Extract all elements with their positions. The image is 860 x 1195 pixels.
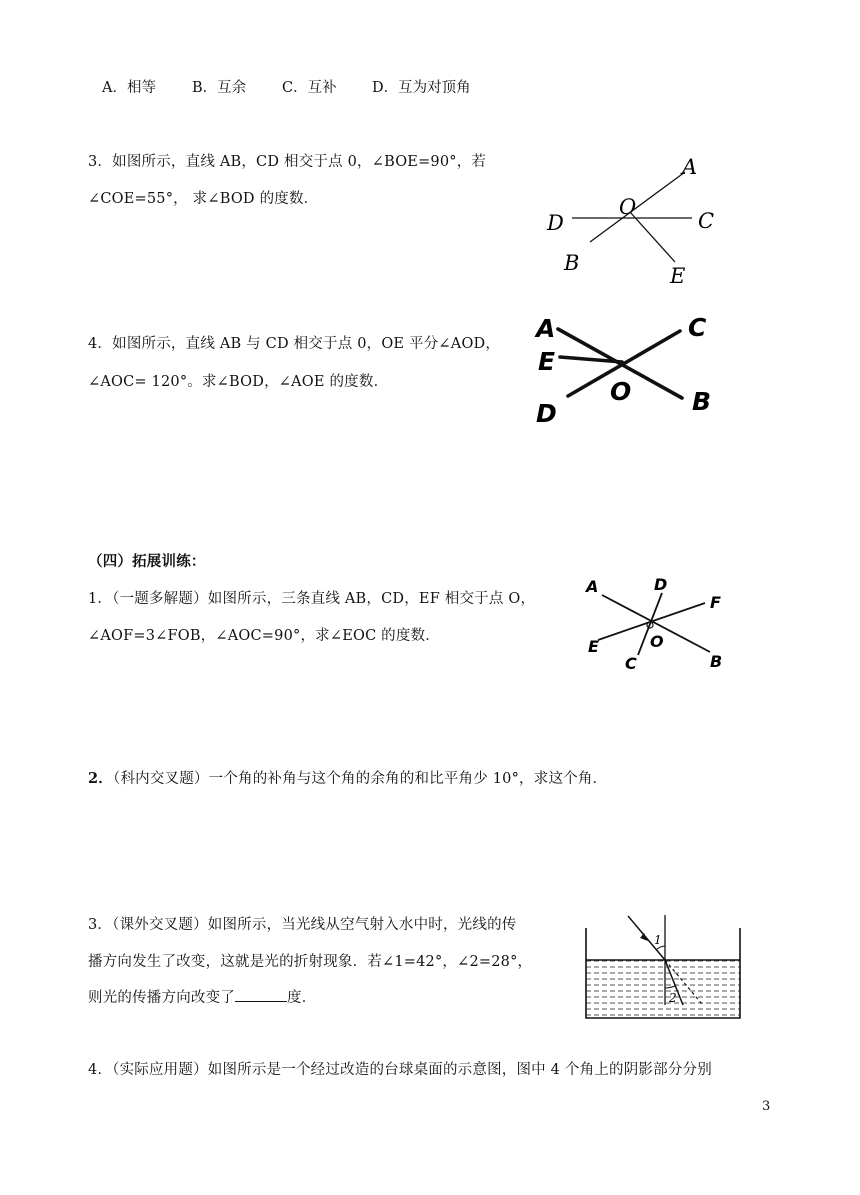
ext1-label-a: A [586, 577, 599, 596]
ext3-text-line3 [88, 986, 316, 1007]
ext3-text-line3-start: 则光的传播方向改变了 [88, 990, 235, 1006]
q4-text-line2: ∠AOC= 120°。求∠BOD，∠AOE 的度数． [88, 374, 389, 390]
q4-label-c: C [688, 313, 707, 342]
q4-label-a: A [536, 314, 556, 343]
q4-text-line1: 4．如图所示，直线 AB 与 CD 相交于点 0，OE 平分∠AOD， [88, 336, 501, 352]
q3-ray-oe [630, 212, 675, 262]
q4-label-d: D [536, 399, 557, 428]
q3-label-e: E [670, 264, 686, 288]
q4-label-o: O [610, 377, 632, 406]
ext2-body: （科内交叉题）一个角的补角与这个角的余角的和比平角少 10°，求这个角． [113, 771, 608, 787]
ext2-number: 2． [88, 770, 113, 787]
q3-text-line2: ∠COE=55°， 求∠BOD 的度数． [88, 191, 319, 207]
ext1-label-d: D [654, 575, 668, 594]
q3-figure [530, 150, 730, 290]
ext1-label-f: F [710, 593, 721, 612]
ext1-label-o: O [650, 632, 664, 651]
q4-figure [530, 310, 730, 430]
q3-label-d: D [547, 211, 564, 235]
option-c: C．互补 [282, 80, 337, 96]
q3-label-a: A [682, 155, 698, 179]
ext1-label-b: B [710, 652, 723, 671]
answer-blank [235, 989, 287, 1002]
angle-1-label: 1 [654, 933, 662, 947]
q3-label-b: B [564, 251, 580, 275]
ext1-text-line1: 1．（一题多解题）如图所示，三条直线 AB，CD，EF 相交于点 O， [88, 591, 536, 607]
ext3-text-line1: 3．（课外交叉题）如图所示，当光线从空气射入水中时，光线的传 [88, 917, 517, 933]
ext2-text [88, 767, 607, 788]
ext1-text-line2: ∠AOF=3∠FOB，∠AOC=90°，求∠EOC 的度数． [88, 628, 440, 644]
ext1-label-e: E [588, 637, 599, 656]
q3-line-ab [590, 172, 685, 242]
q3-label-o: O [619, 195, 637, 219]
ext4-text-line1: 4．（实际应用题）如图所示是一个经过改造的台球桌面的示意图，图中 4 个角上的阴影部分分别 [88, 1062, 712, 1078]
page-number: 3 [762, 1099, 771, 1114]
q4-label-b: B [692, 387, 712, 416]
q4-label-e: E [538, 347, 556, 376]
ext3-figure [578, 910, 748, 1025]
option-a: A．相等 [102, 80, 156, 96]
option-b: B．互余 [192, 80, 247, 96]
option-d: D．互为对顶角 [372, 80, 471, 96]
ext3-text-line2: 播方向发生了改变，这就是光的折射现象．若∠1=42°，∠2=28°， [88, 954, 533, 970]
ext1-label-c: C [625, 654, 637, 673]
q3-label-c: C [698, 209, 715, 233]
angle-2-label: 2 [669, 991, 677, 1005]
ext3-text-line3-end: 度． [287, 990, 317, 1006]
ray-arrow [640, 933, 648, 941]
q3-text-line1: 3．如图所示，直线 AB，CD 相交于点 0，∠BOE=90°，若 [88, 154, 487, 170]
section-title: （四）拓展训练： [88, 553, 206, 570]
ext1-figure [580, 570, 740, 680]
water-area [586, 960, 740, 1018]
